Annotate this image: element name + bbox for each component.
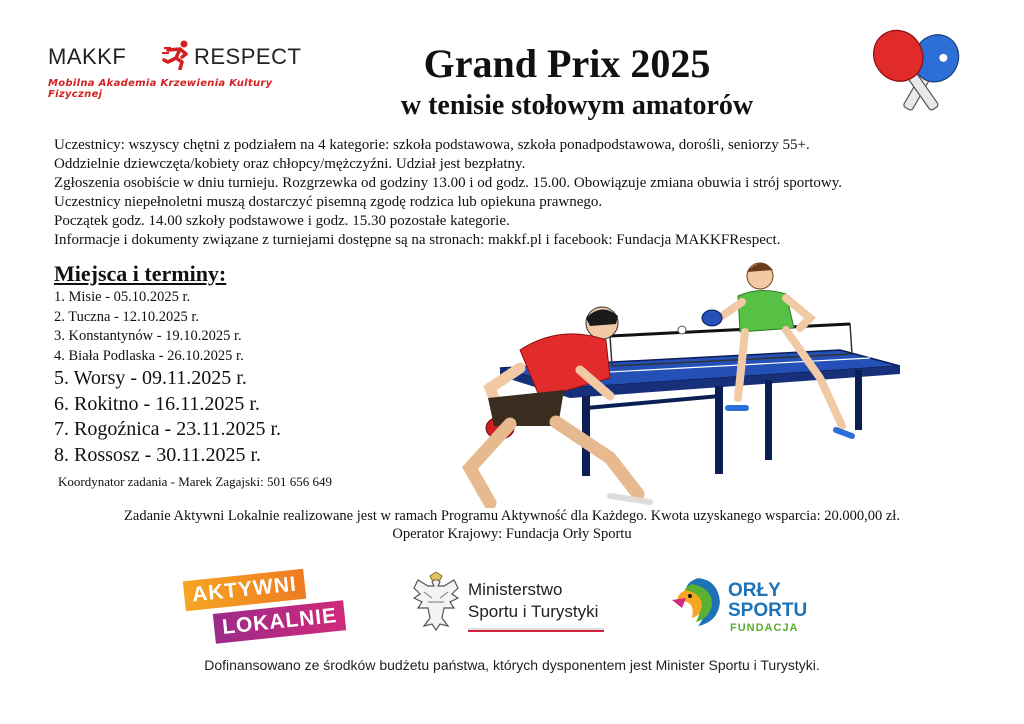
org-name-respect: RESPECT: [194, 44, 302, 69]
ministry-name-line2: Sportu i Turystyki: [468, 602, 599, 621]
list-item: 7. Rogoźnica - 23.11.2025 r.: [54, 418, 282, 440]
funding-info: Dofinansowano ze środków budżetu państwa, których dysponentem jest Minister Sportu i Turystyki.: [204, 657, 820, 673]
orly-name-line3: FUNDACJA: [730, 622, 799, 634]
orly-name-line2: SPORTU: [728, 600, 808, 621]
intro-line: Zgłoszenia osobiście w dniu turnieju. Rozgrzewka od godziny 13.00 i od godz. 15.00. Obowiązuje zmiana obuwia i strój sportowy.: [54, 175, 843, 191]
list-item: 6. Rokitno - 16.11.2025 r.: [54, 392, 260, 415]
page-title: Grand Prix 2025: [423, 41, 711, 86]
eagle-head-icon: [668, 574, 722, 630]
places-list: [54, 288, 244, 366]
list-item: 2. Tuczna - 12.10.2025 r.: [54, 308, 199, 325]
places-list-large: [54, 366, 281, 468]
org-name-makkf: MAKKF: [48, 44, 127, 69]
flag-stripe: [468, 628, 604, 632]
aktywni-lokalnie-logo: [184, 565, 356, 647]
orly-name-line1: ORŁY: [728, 580, 781, 601]
coordinator-info: Koordynator zadania - Marek Zagajski: 501 656 649: [58, 474, 333, 489]
list-item: 4. Biała Podlaska - 26.10.2025 r.: [54, 347, 244, 364]
list-item: 5. Worsy - 09.11.2025 r.: [54, 367, 247, 389]
operator-info: Operator Krajowy: Fundacja Orły Sportu: [392, 526, 632, 542]
table-tennis-illustration: [460, 258, 900, 508]
list-item: 8. Rossosz - 30.11.2025 r.: [54, 443, 262, 466]
places-heading: Miejsca i terminy:: [54, 261, 227, 286]
intro-text: [54, 136, 984, 250]
page-subtitle: w tenisie stołowym amatorów: [400, 90, 754, 121]
intro-line: Uczestnicy: wszyscy chętni z podziałem na 4 kategorie: szkoła podstawowa, szkoła ponadpodstawowa, dorośli, seniorzy 55+.: [54, 137, 810, 153]
aktywni-label: AKTYWNI: [183, 569, 306, 611]
orly-sportu-logo: [668, 572, 808, 638]
ministry-name-line1: Ministerstwo: [468, 580, 563, 599]
intro-line: Informacje i dokumenty związane z turniejami dostępne są na stronach: makkf.pl i facebook: Fundacja MAKKFRespect.: [54, 232, 781, 248]
intro-line: Początek godz. 14.00 szkoły podstawowe i godz. 15.30 pozostałe kategorie.: [54, 213, 510, 229]
ministry-logo: [410, 572, 610, 638]
org-tagline: Mobilna Akademia Krzewienia Kultury Fizycznej: [48, 78, 273, 100]
list-item: 1. Misie - 05.10.2025 r.: [54, 289, 191, 305]
ping-pong-paddles-icon: [864, 24, 972, 124]
intro-line: Oddzielnie dziewczęta/kobiety oraz chłopcy/mężczyźni. Udział jest bezpłatny.: [54, 156, 526, 172]
lokalnie-label: LOKALNIE: [213, 600, 347, 644]
list-item: 3. Konstantynów - 19.10.2025 r.: [54, 328, 242, 344]
program-info: Zadanie Aktywni Lokalnie realizowane jest w ramach Programu Aktywność dla Każdego. Kwota uzyskanego wsparcia: 20.000,00 zł.: [124, 508, 900, 524]
eagle-emblem-icon: [410, 572, 462, 634]
intro-line: Uczestnicy niepełnoletni muszą dostarczyć pisemną zgodę rodzica lub opiekuna prawnego.: [54, 194, 603, 210]
